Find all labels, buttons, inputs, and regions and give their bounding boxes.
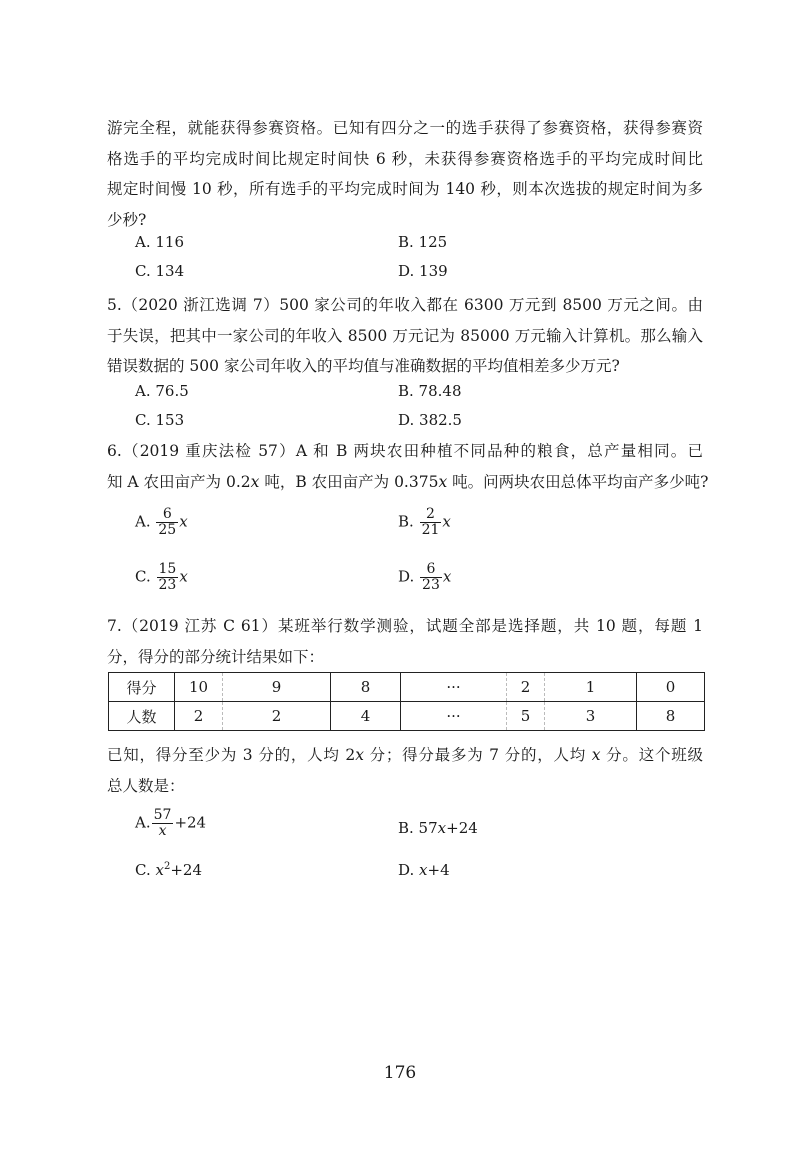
fraction: $\frac{6}{23}$ (422, 561, 440, 593)
text-line: 错误数据的 500 家公司年收入的平均值与准确数据的平均值相差多少万元? (107, 357, 620, 375)
text-line: 规定时间慢 10 秒，所有选手的平均完成时间为 140 秒，则本次选拔的规定时间为多 (107, 180, 703, 198)
table-cell: ··· (401, 673, 507, 702)
table-cell: 4 (331, 702, 401, 731)
option-d: D. $\frac{6}{23}$ x (398, 561, 452, 593)
table-cell: 8 (637, 702, 705, 731)
option-a: A. 76.5 (135, 382, 189, 400)
question-7-text (107, 611, 703, 672)
table-cell: 2 (175, 702, 223, 731)
table-header-cell: 人数 (109, 702, 175, 731)
table-cell: 5 (507, 702, 545, 731)
text-line: 6.（2019 重庆法检 57）A 和 B 两块农田种植不同品种的粮食，总产量相同。已 (107, 442, 703, 460)
text-line: 5.（2020 浙江选调 7）500 家公司的年收入都在 6300 万元到 8500 万元之间。由 (107, 296, 703, 314)
text-line: 总人数是： (107, 776, 185, 795)
option-b: B. $\frac{2}{21}$ x (398, 506, 451, 538)
question-6-text (107, 436, 709, 497)
table-row-count (109, 702, 705, 731)
option-c: C. 134 (135, 262, 185, 280)
fraction: $\frac{2}{21}$ (421, 506, 440, 538)
text-line: 于失误，把其中一家公司的年收入 8500 万元记为 85000 万元输入计算机。那么输入 (107, 326, 703, 345)
option-c: C. 153 (135, 411, 185, 429)
text-line: 少秒? (107, 210, 147, 229)
option-a: A. 116 (135, 233, 184, 251)
option-d: D. 382.5 (398, 411, 462, 429)
table-cell: 8 (331, 673, 401, 702)
table-cell: 3 (545, 702, 637, 731)
option-c: C. $x^2+24$ (135, 861, 202, 879)
table-header-cell: 得分 (109, 673, 175, 702)
option-b: B. 57x+24 (398, 819, 478, 837)
option-d: D. 139 (398, 262, 448, 280)
option-b: B. 125 (398, 233, 448, 251)
option-d: D. x+4 (398, 861, 450, 879)
question-7-conditions (107, 740, 703, 801)
table-cell: 9 (223, 673, 331, 702)
table-cell: 1 (545, 673, 637, 702)
text-line: 知 A 农田亩产为 0.2x 吨，B 农田亩产为 0.375x 吨。问两块农田总体平均亩产多少吨? (107, 472, 709, 491)
option-a: A. $\frac{6}{25}$ x (135, 506, 188, 538)
fraction: $\frac{15}{23}$ (158, 561, 177, 593)
option-a: A. $\frac{57}{x}$ +24 (135, 807, 207, 839)
table-cell: ··· (401, 702, 507, 731)
question-5-text (107, 290, 703, 382)
table-cell: 2 (223, 702, 331, 731)
score-table (108, 672, 705, 731)
text-line: 分，得分的部分统计结果如下： (107, 647, 325, 666)
text-line: 游完全程，就能获得参赛资格。已知有四分之一的选手获得了参赛资格，获得参赛资 (107, 119, 703, 137)
table-cell: 10 (175, 673, 223, 702)
fraction: $\frac{57}{x}$ (153, 807, 172, 839)
option-b: B. 78.48 (398, 382, 462, 400)
fraction: $\frac{6}{25}$ (158, 506, 177, 538)
text-line: 格选手的平均完成时间比规定时间快 6 秒，未获得参赛资格选手的平均完成时间比 (107, 149, 703, 168)
text-line: 7.（2019 江苏 C 61）某班举行数学测验，试题全部是选择题，共 10 题，每题 1 (107, 617, 703, 635)
table-cell: 2 (507, 673, 545, 702)
table-cell: 0 (637, 673, 705, 702)
page-number: 176 (383, 1063, 417, 1083)
question-4-text (107, 113, 703, 235)
option-c: C. $\frac{15}{23}$ x (135, 561, 188, 593)
table-row-score (109, 673, 705, 702)
text-line: 已知，得分至少为 3 分的，人均 2x 分；得分最多为 7 分的，人均 x 分。这个班级 (107, 746, 703, 764)
